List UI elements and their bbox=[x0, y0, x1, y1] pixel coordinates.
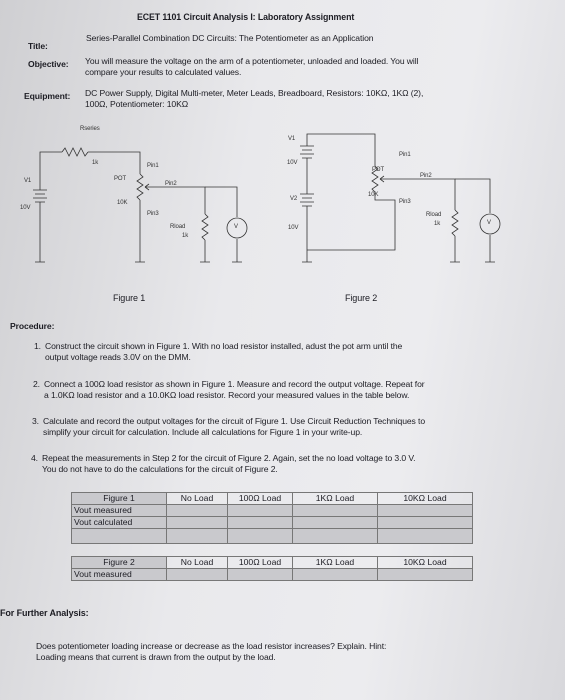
table-cell bbox=[293, 517, 378, 529]
fig1-rload-label: Rload bbox=[170, 224, 186, 230]
table-cell bbox=[167, 517, 228, 529]
table-header-row bbox=[72, 557, 473, 569]
further-analysis-heading: For Further Analysis: bbox=[0, 608, 89, 618]
step-number: 3. bbox=[32, 416, 39, 426]
equipment-line2: 100Ω, Potentiometer: 10KΩ bbox=[85, 99, 189, 109]
table-cell bbox=[167, 569, 228, 581]
fig2-meter-symbol: V bbox=[487, 220, 491, 226]
figure2-caption: Figure 2 bbox=[345, 293, 378, 303]
table-cell bbox=[378, 569, 473, 581]
rseries-resistor bbox=[62, 148, 88, 156]
fig2-pin3-label: Pin3 bbox=[399, 199, 411, 205]
table-header-cell: 100Ω Load bbox=[228, 493, 293, 505]
step-3-line2: simplify your circuit for calculation. Include all calculations for Figure 1 in your write-up. bbox=[43, 427, 363, 437]
fig1-pot-value: 10K bbox=[117, 200, 128, 206]
step-1-line2: output voltage reads 3.0V on the DMM. bbox=[45, 352, 191, 362]
step-4-line2: You do not have to do the calculations for the circuit of Figure 2. bbox=[42, 464, 278, 474]
fig1-rseries-label: Rseries bbox=[80, 126, 100, 132]
procedure-heading: Procedure: bbox=[10, 321, 55, 331]
v1-battery-fig1 bbox=[33, 190, 47, 202]
fig1-pin1-label: Pin1 bbox=[147, 163, 159, 169]
title-label: Title: bbox=[28, 41, 48, 51]
table-blank-row bbox=[72, 529, 473, 544]
step-2-line1: Connect a 100Ω load resistor as shown in Figure 1. Measure and record the output voltage. Repeat for bbox=[44, 379, 425, 389]
objective-line1: You will measure the voltage on the arm of a potentiometer, unloaded and loaded. You will bbox=[85, 56, 419, 66]
table-header-cell: Figure 2 bbox=[72, 557, 167, 569]
table-header-cell: 1KΩ Load bbox=[293, 557, 378, 569]
table-header-cell: 10KΩ Load bbox=[378, 557, 473, 569]
step-1-line1: Construct the circuit shown in Figure 1. With no load resistor installed, adust the pot arm until the bbox=[45, 341, 403, 351]
figure1-caption: Figure 1 bbox=[113, 293, 146, 303]
table-header-cell: 1KΩ Load bbox=[293, 493, 378, 505]
objective-line2: compare your results to calculated values. bbox=[85, 67, 242, 77]
table-row bbox=[72, 569, 473, 581]
step-number: 4. bbox=[31, 453, 38, 463]
row-label: Vout measured bbox=[72, 569, 167, 581]
fig1-v1-label: V1 bbox=[24, 178, 32, 184]
table-header-cell: 10KΩ Load bbox=[378, 493, 473, 505]
table-header-cell: Figure 1 bbox=[72, 493, 167, 505]
pot-resistor-fig1 bbox=[137, 174, 143, 200]
table-header-row bbox=[72, 493, 473, 505]
fig2-v1-value: 10V bbox=[287, 160, 298, 166]
v1-battery-fig2 bbox=[300, 146, 314, 158]
figure1-results-table bbox=[71, 492, 473, 544]
table-row bbox=[72, 517, 473, 529]
table-row bbox=[72, 505, 473, 517]
table-cell bbox=[228, 517, 293, 529]
table-header-cell: 100Ω Load bbox=[228, 557, 293, 569]
rload-resistor-fig2 bbox=[452, 210, 458, 236]
page-title: ECET 1101 Circuit Analysis I: Laboratory Assignment bbox=[137, 12, 355, 22]
objective-label: Objective: bbox=[28, 59, 69, 69]
fig1-pin2-label: Pin2 bbox=[165, 181, 177, 187]
fig2-rload-value: 1k bbox=[434, 221, 441, 227]
figure2-circuit bbox=[300, 134, 495, 262]
table-header-cell: No Load bbox=[167, 557, 228, 569]
step-3-line1: Calculate and record the output voltages for the circuit of Figure 1. Use Circuit Reduction Techniques to bbox=[43, 416, 426, 426]
fig1-rseries-value: 1k bbox=[92, 160, 99, 166]
rload-resistor-fig1 bbox=[202, 214, 208, 240]
table-cell bbox=[378, 517, 473, 529]
fig1-v1-value: 10V bbox=[20, 205, 31, 211]
table-cell bbox=[293, 505, 378, 517]
fig2-v2-value: 10V bbox=[288, 225, 299, 231]
equipment-line1: DC Power Supply, Digital Multi-meter, Meter Leads, Breadboard, Resistors: 10KΩ, 1KΩ (2), bbox=[85, 88, 424, 98]
row-label: Vout calculated bbox=[72, 517, 167, 529]
step-number: 1. bbox=[34, 341, 41, 351]
fig1-rload-value: 1k bbox=[182, 233, 189, 239]
fig2-pin2-label: Pin2 bbox=[420, 173, 432, 179]
figure2-results-table bbox=[71, 556, 473, 581]
step-4-line1: Repeat the measurements in Step 2 for the circuit of Figure 2. Again, set the no load voltage to 3.0 V. bbox=[42, 453, 416, 463]
equipment-label: Equipment: bbox=[24, 91, 71, 101]
further-line1: Does potentiometer loading increase or decrease as the load resistor increases? Explain. Hint: bbox=[36, 641, 387, 651]
figure1-circuit bbox=[33, 148, 242, 262]
fig1-meter-symbol: V bbox=[234, 224, 238, 230]
pot-wiper-fig1 bbox=[145, 184, 150, 190]
fig2-rload-label: Rload bbox=[426, 212, 442, 218]
pot-wiper-fig2 bbox=[380, 176, 385, 182]
table-cell bbox=[378, 505, 473, 517]
title-value: Series-Parallel Combination DC Circuits: The Potentiometer as an Application bbox=[86, 33, 374, 43]
table-cell bbox=[228, 569, 293, 581]
fig2-pin1-label: Pin1 bbox=[399, 152, 411, 158]
fig1-pot-label: POT bbox=[114, 176, 127, 182]
step-2-line2: a 1.0KΩ load resistor and a 10.0KΩ load resistor. Record your measured values in the table below. bbox=[44, 390, 410, 400]
row-label: Vout measured bbox=[72, 505, 167, 517]
table-cell bbox=[293, 569, 378, 581]
table-cell bbox=[228, 505, 293, 517]
fig2-pot-value: 10K bbox=[368, 192, 379, 198]
table-cell bbox=[167, 505, 228, 517]
table-header-cell: No Load bbox=[167, 493, 228, 505]
fig2-v1-label: V1 bbox=[288, 136, 296, 142]
fig2-pot-label: POT bbox=[372, 167, 385, 173]
fig2-v2-label: V2 bbox=[290, 196, 298, 202]
fig1-pin3-label: Pin3 bbox=[147, 211, 159, 217]
v2-battery-fig2 bbox=[300, 194, 314, 206]
further-line2: Loading means that current is drawn from the output by the load. bbox=[36, 652, 276, 662]
step-number: 2. bbox=[33, 379, 40, 389]
